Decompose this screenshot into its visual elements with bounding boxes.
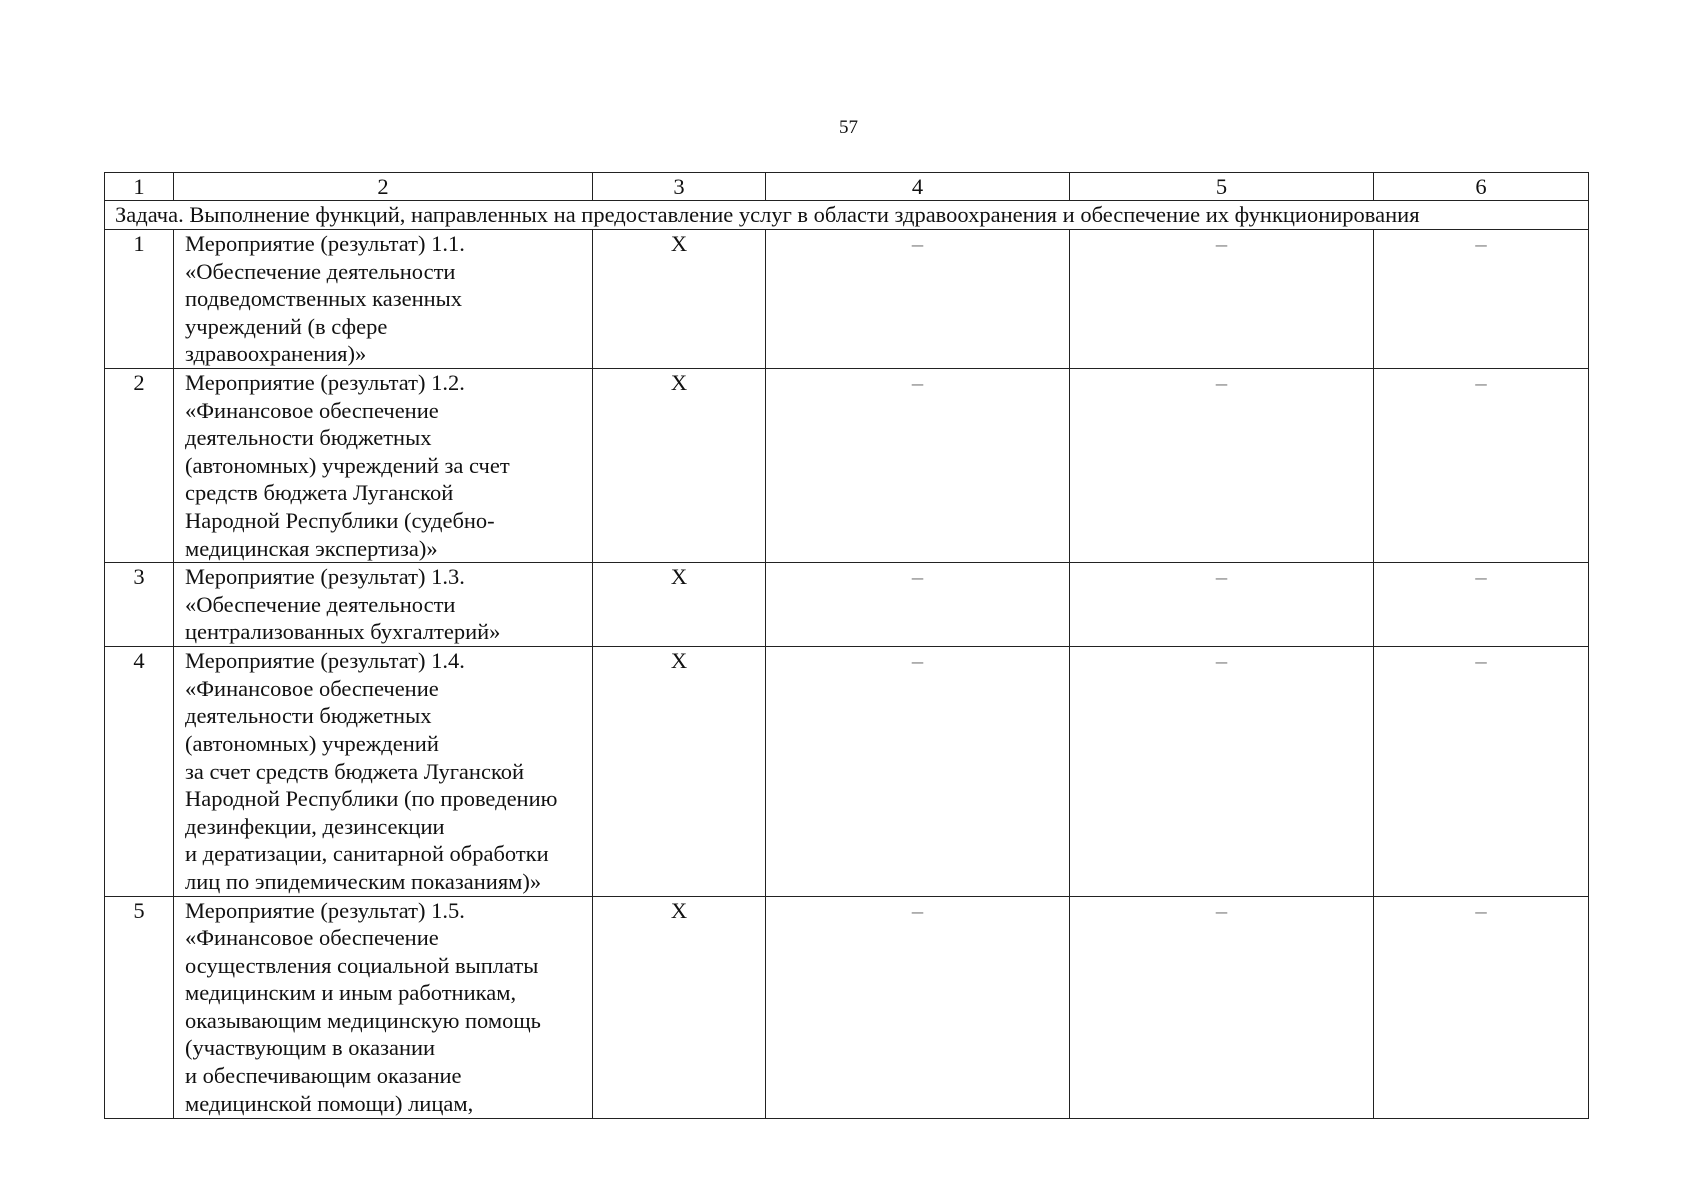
row-number: 2: [105, 369, 174, 563]
table-row: [105, 563, 1589, 647]
column-header: 1: [105, 173, 174, 201]
column-header: 6: [1374, 173, 1589, 201]
measures-table: [104, 172, 1589, 1119]
col4-value: –: [766, 230, 1070, 369]
col6-value: –: [1374, 896, 1589, 1118]
col5-value: –: [1070, 563, 1374, 647]
col4-value: –: [766, 369, 1070, 563]
table-row: [105, 230, 1589, 369]
table-row: [105, 369, 1589, 563]
row-number: 3: [105, 563, 174, 647]
measure-description: Мероприятие (результат) 1.4. «Финансовое обеспечение деятельности бюджетных (автономных) учреждений за счет средств бюджета Луганской Народной Республики (по проведению дезинфекции, дезинсекции и дератизации, санитарной обработки лиц по эпидемическим показаниям)»: [174, 647, 593, 896]
column-header: 2: [174, 173, 593, 201]
col3-mark: Х: [593, 896, 766, 1118]
col5-value: –: [1070, 896, 1374, 1118]
table-row: [105, 896, 1589, 1118]
col5-value: –: [1070, 647, 1374, 896]
measure-description: Мероприятие (результат) 1.3. «Обеспечение деятельности централизованных бухгалтерий»: [174, 563, 593, 647]
table-row: [105, 647, 1589, 896]
col3-mark: Х: [593, 369, 766, 563]
col3-mark: Х: [593, 647, 766, 896]
column-header: 4: [766, 173, 1070, 201]
col5-value: –: [1070, 369, 1374, 563]
task-row: [105, 201, 1589, 230]
column-header: 3: [593, 173, 766, 201]
task-title: Задача. Выполнение функций, направленных на предоставление услуг в области здравоохранения и обеспечение их функционирования: [105, 201, 1589, 230]
page-number: 57: [839, 117, 858, 138]
col4-value: –: [766, 647, 1070, 896]
col6-value: –: [1374, 563, 1589, 647]
measure-description: Мероприятие (результат) 1.1. «Обеспечение деятельности подведомственных казенных учреждений (в сфере здравоохранения)»: [174, 230, 593, 369]
col6-value: –: [1374, 647, 1589, 896]
col4-value: –: [766, 563, 1070, 647]
col3-mark: Х: [593, 230, 766, 369]
header-row: [105, 173, 1589, 201]
col3-mark: Х: [593, 563, 766, 647]
col6-value: –: [1374, 369, 1589, 563]
row-number: 5: [105, 896, 174, 1118]
col5-value: –: [1070, 230, 1374, 369]
row-number: 1: [105, 230, 174, 369]
col4-value: –: [766, 896, 1070, 1118]
col6-value: –: [1374, 230, 1589, 369]
measure-description: Мероприятие (результат) 1.5. «Финансовое обеспечение осуществления социальной выплаты медицинским и иным работникам, оказывающим медицинскую помощь (участвующим в оказании и обеспечивающим оказание медицинской помощи) лицам,: [174, 896, 593, 1118]
row-number: 4: [105, 647, 174, 896]
measure-description: Мероприятие (результат) 1.2. «Финансовое обеспечение деятельности бюджетных (автономных) учреждений за счет средств бюджета Луганской Народной Республики (судебно- медицинская экспертиза)»: [174, 369, 593, 563]
column-header: 5: [1070, 173, 1374, 201]
